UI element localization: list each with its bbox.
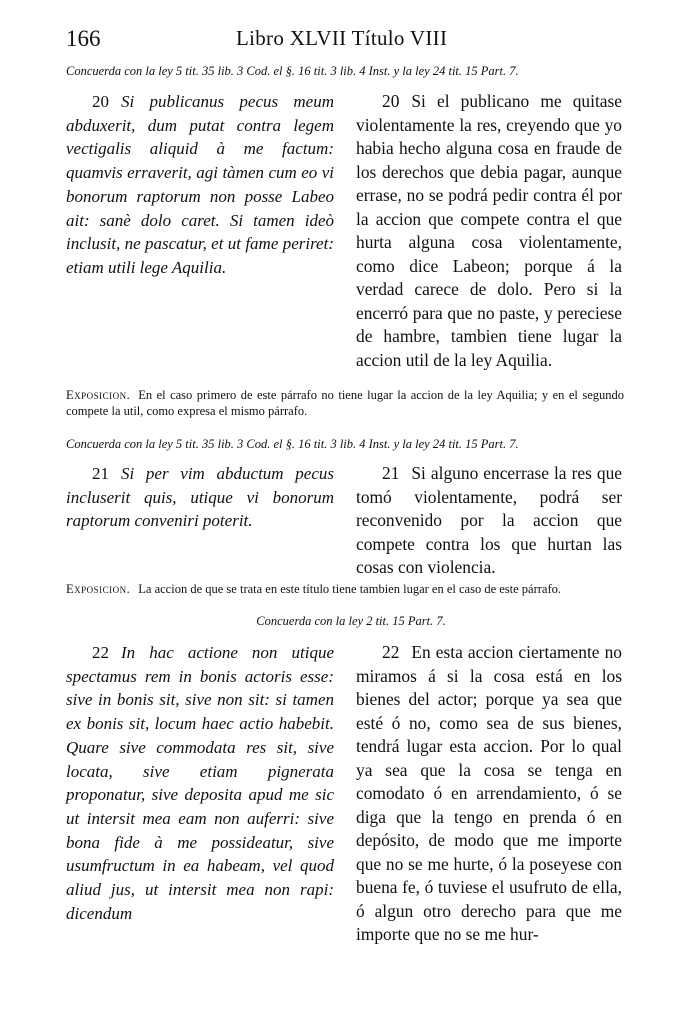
paragraph-number: 22 [92,643,109,662]
exposicion-label: Exposicion. [66,582,131,596]
latin-body: In hac actione non utique spectamus rem in bonis actoris esse: sive in bonis sit, sive non sit: si tamen ex bonis sit, locum haec actio habebit. Quare sive commodata res sit, sive locata, sive etiam pignerata proponatur, sive deposita apud me sic ut intersit mea eam non auferri: sive bona fide à me possideatur, sive usumfructum in ea habeam, vel quod aliud jus, ut intersit mea non rapi: dicendum [66,643,334,923]
exposicion-text: En el caso primero de este párrafo no tiene lugar la accion de la ley Aquilia; y en el segundo compete la util, como expresa el mismo párrafo. [66,388,624,418]
spanish-body: En esta accion ciertamente no miramos á si la cosa está en los bienes del actor; porque ya sea que esté ó no, como sea de sus bienes, tendrá lugar esta accion. Por lo qual ya sea que la cosa se tenga en comodato ó en arrendamiento, ó se diga que la tengo en prenda ó en depósito, de modo que me importe que no se me hurte, ó la poseyese con buena fe, ó tuviese el usufruto de ella, ó algun otro derecho para que me importe que no se me hur- [356,642,622,944]
exposicion-label: Exposicion. [66,388,131,402]
paragraph-number: 20 [382,91,400,111]
running-head [66,26,622,56]
spanish-text-20 [356,90,622,372]
latin-body: Si publicanus pecus meum abduxerit, dum putat contra legem vectigalis aliquid à me factum: quamvis erraverit, agi tàmen cum eo vi bonorum raptorum non posse Labeo ait: sanè dolo caret. Si tamen ideò inclusit, ne pascatur, et ut fame periret: etiam utili lege Aquilia. [66,92,334,277]
latin-text-21 [66,462,334,533]
concordance-note-1: Concuerda con la ley 5 tit. 35 lib. 3 Cod. el §. 16 tit. 3 lib. 4 Inst. y la ley 24 tit. 15 Part. 7. [66,64,519,78]
paragraph-number: 22 [382,642,400,662]
running-title: Libro XLVII Título VIII [236,26,448,50]
spanish-text-22 [356,641,622,947]
spanish-body: Si alguno encerrase la res que tomó violentamente, podrá ser reconvenido por la accion que compete contra los que hurtan las cosas con violencia. [356,463,622,577]
exposicion-20 [66,388,624,419]
exposicion-text: La accion de que se trata en este título tiene tambien lugar en el caso de este párrafo. [138,582,562,596]
paragraph-number: 21 [92,464,109,483]
spanish-body: Si el publicano me quitase violentamente la res, creyendo que yo habia hecho alguna cosa en fraude de los derechos que debia pagar, aunque errase, no se podrá pedir contra él por la accion que compete contra el que hurta alguna cosa violentamente, como dice Labeon; porque á la verdad carece de dolo. Pero si la encerró para que no paste, y pereciese de hambre, tambien tiene lugar la accion util de la ley Aquilia. [356,91,622,370]
latin-text-20 [66,90,334,280]
latin-body: Si per vim abductum pecus incluserit quis, utique vi bonorum raptorum conveniri poterit. [66,464,334,531]
concordance-note-3: Concuerda con la ley 2 tit. 15 Part. 7. [256,614,446,628]
exposicion-21 [66,582,624,598]
paragraph-number: 20 [92,92,109,111]
page-number: 166 [66,26,101,51]
paragraph-number: 21 [382,463,400,483]
spanish-text-21 [356,462,622,580]
concordance-note-2: Concuerda con la ley 5 tit. 35 lib. 3 Cod. el §. 16 tit. 3 lib. 4 Inst. y la ley 24 tit. 15 Part. 7. [66,437,519,451]
latin-text-22 [66,641,334,925]
